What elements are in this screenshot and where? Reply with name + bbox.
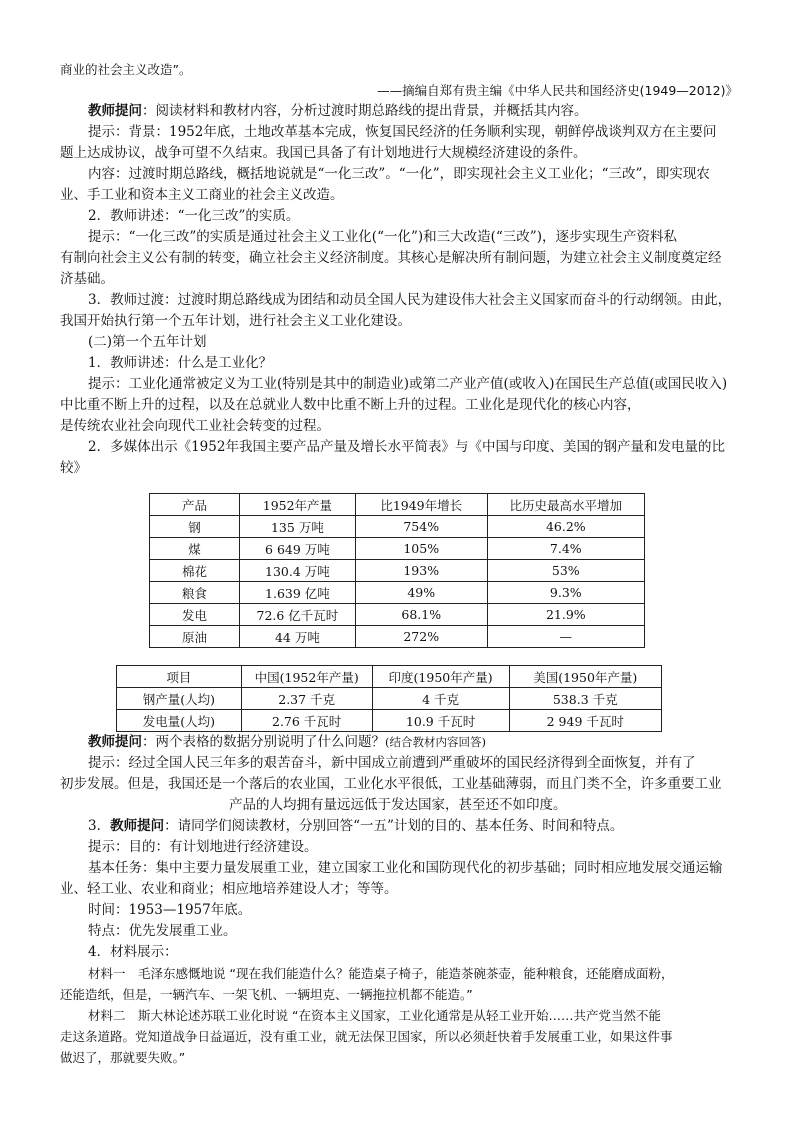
item-number: 3． <box>88 818 111 834</box>
table-cell: 原油 <box>150 626 240 648</box>
table-cell: 105% <box>355 538 487 560</box>
table-cell: 135 万吨 <box>239 516 355 538</box>
text-line: 业、手工业和资本主义工商业的社会主义改造。 <box>60 187 344 203</box>
table-cell: 2.37 千克 <box>241 688 372 710</box>
table-row <box>117 710 662 732</box>
text-line: 提示：工业化通常被定义为工业(特别是其中的制造业)或第二产业产值(或收入)在国民生产总值(或国民收入) <box>88 376 728 392</box>
text-line: 有制向社会主义公有制的转变，确立社会主义经济制度。其核心是解决所有制问题，为建立社会主义制度奠定经 <box>60 250 722 266</box>
text-line: 4．材料展示： <box>88 944 178 960</box>
table-header-cell: 印度(1950年产量) <box>372 666 509 688</box>
text-line: 2．教师讲述：“一化三改”的实质。 <box>88 208 300 224</box>
table-row <box>150 516 645 538</box>
table-header-row <box>150 494 645 516</box>
question-label: 教师提问 <box>110 818 165 834</box>
table-cell: 72.6 亿千瓦时 <box>239 604 355 626</box>
table-row <box>150 626 645 648</box>
table-cell: 193% <box>355 560 487 582</box>
text-line: 业、轻工业、农业和商业；相应地培养建设人才；等等。 <box>60 881 398 897</box>
table-header-cell: 比历史最高水平增加 <box>487 494 644 516</box>
text-line: 提示：经过全国人民三年多的艰苦奋斗，新中国成立前遭到严重破坏的国民经济得到全面恢复，并有了 <box>88 755 696 771</box>
text-line: 济基础。 <box>60 271 114 287</box>
table-cell: 钢产量(人均) <box>117 688 242 710</box>
question-label: 教师提问 <box>88 103 142 119</box>
table-row <box>150 538 645 560</box>
teacher-question <box>88 816 768 837</box>
material-2-cont: 走这条道路。党知道战争日益逼近，没有重工业，就无法保卫国家，所以必须赶快着手发展重工业，如果这件事 <box>60 1029 673 1044</box>
table-cell: 发电 <box>150 604 240 626</box>
text-line: 是传统农业社会向现代工业社会转变的过程。 <box>60 418 330 434</box>
table-header-cell: 中国(1952年产量) <box>241 666 372 688</box>
table-cell: 44 万吨 <box>239 626 355 648</box>
table-cell: 钢 <box>150 516 240 538</box>
table-row <box>150 560 645 582</box>
table-cell: — <box>487 626 644 648</box>
material-1: 材料一 毛泽东感慨地说 “现在我们能造什么？能造桌子椅子，能造茶碗茶壶，能种粮食，还能磨成面粉， <box>88 966 674 981</box>
table-cell: 46.2% <box>487 516 644 538</box>
text-line: 1．教师讲述：什么是工业化？ <box>88 355 273 371</box>
text-line: 提示：目的：有计划地进行经济建设。 <box>88 839 318 855</box>
text-line: 内容：过渡时期总路线，概括地说就是“一化三改”。“一化”，即实现社会主义工业化；“三改”，即实现农 <box>88 166 710 182</box>
table-cell: 272% <box>355 626 487 648</box>
comparison-table <box>116 665 662 732</box>
text-line: 时间：1953—1957年底。 <box>88 902 252 918</box>
table-cell: 2 949 千瓦时 <box>509 710 662 732</box>
table-cell: 7.4% <box>487 538 644 560</box>
table-cell: 10.9 千瓦时 <box>372 710 509 732</box>
table-cell: 棉花 <box>150 560 240 582</box>
table-cell: 4 千克 <box>372 688 509 710</box>
text-line: 特点：优先发展重工业。 <box>88 923 237 939</box>
table-cell: 538.3 千克 <box>509 688 662 710</box>
table-header-cell: 美国(1950年产量) <box>509 666 662 688</box>
text-line: 3．教师过渡：过渡时期总路线成为团结和动员全国人民为建设伟大社会主义国家而奋斗的行动纲领。由此， <box>88 292 732 308</box>
table-cell: 2.76 千瓦时 <box>241 710 372 732</box>
table-cell: 粮食 <box>150 582 240 604</box>
table-cell: 53% <box>487 560 644 582</box>
material-1-cont: 还能造纸，但是，一辆汽车、一架飞机、一辆坦克、一辆拖拉机都不能造。” <box>60 987 473 1002</box>
table-cell: 9.3% <box>487 582 644 604</box>
teacher-question <box>88 101 768 122</box>
table-header-cell: 产品 <box>150 494 240 516</box>
question-label: 教师提问 <box>88 734 142 750</box>
table-header-row <box>117 666 662 688</box>
text-line: 提示：“一化三改”的实质是通过社会主义工业化(“一化”)和三大改造(“三改”)，逐步实现生产资料私 <box>88 229 677 245</box>
table-cell: 1.639 亿吨 <box>239 582 355 604</box>
material-2: 材料二 斯大林论述苏联工业化时说 “在资本主义国家，工业化通常是从轻工业开始……共产党当然不能 <box>88 1008 661 1023</box>
table-row <box>117 688 662 710</box>
table-header-cell: 1952年产量 <box>239 494 355 516</box>
text-line: 中比重不断上升的过程，以及在总就业人数中比重不断上升的过程。工业化是现代化的核心内容， <box>60 397 641 413</box>
text-line: 题上达成协议，战争可望不久结束。我国已具备了有计划地进行大规模经济建设的条件。 <box>60 145 587 161</box>
text-line: 初步发展。但是，我国还是一个落后的农业国，工业化水平很低，工业基础薄弱，而且门类不全，许多重要工业 <box>60 776 722 792</box>
text-line: 较》 <box>60 460 87 476</box>
text-line: 我国开始执行第一个五年计划，进行社会主义工业化建设。 <box>60 313 411 329</box>
table-cell: 21.9% <box>487 604 644 626</box>
text-line: 商业的社会主义改造”。 <box>60 62 192 77</box>
table-cell: 130.4 万吨 <box>239 560 355 582</box>
table-cell: 49% <box>355 582 487 604</box>
question-text: ：请同学们阅读教材，分别回答“一五”计划的目的、基本任务、时间和特点。 <box>164 818 624 834</box>
teacher-question <box>88 732 768 753</box>
question-text: ：两个表格的数据分别说明了什么问题？ <box>142 734 385 750</box>
table-row <box>150 582 645 604</box>
text-line: 产品的人均拥有量远远低于发达国家，甚至还不如印度。 <box>229 797 567 813</box>
source-citation: ——摘编自郑有贵主编《中华人民共和国经济史(1949—2012)》 <box>377 83 738 98</box>
question-note: (结合教材内容回答) <box>385 735 486 749</box>
table-header-cell: 比1949年增长 <box>355 494 487 516</box>
table-cell: 煤 <box>150 538 240 560</box>
text-line: 基本任务：集中主要力量发展重工业，建立国家工业化和国防现代化的初步基础；同时相应地发展交通运输 <box>88 860 723 876</box>
table-cell: 发电量(人均) <box>117 710 242 732</box>
section-heading: (二)第一个五年计划 <box>88 334 207 350</box>
production-table <box>149 493 645 648</box>
question-text: ：阅读材料和教材内容，分析过渡时期总路线的提出背景，并概括其内容。 <box>142 103 588 119</box>
table-cell: 754% <box>355 516 487 538</box>
text-line: 2．多媒体出示《1952年我国主要产品产量及增长水平简表》与《中国与印度、美国的钢产量和发电量的比 <box>88 439 725 455</box>
table-cell: 6 649 万吨 <box>239 538 355 560</box>
table-cell: 68.1% <box>355 604 487 626</box>
text-line: 提示：背景：1952年底，土地改革基本完成，恢复国民经济的任务顺利实现，朝鲜停战谈判双方在主要问 <box>88 124 717 140</box>
material-2-cont: 做迟了，那就要失败。” <box>60 1050 186 1065</box>
table-row <box>150 604 645 626</box>
table-header-cell: 项目 <box>117 666 242 688</box>
